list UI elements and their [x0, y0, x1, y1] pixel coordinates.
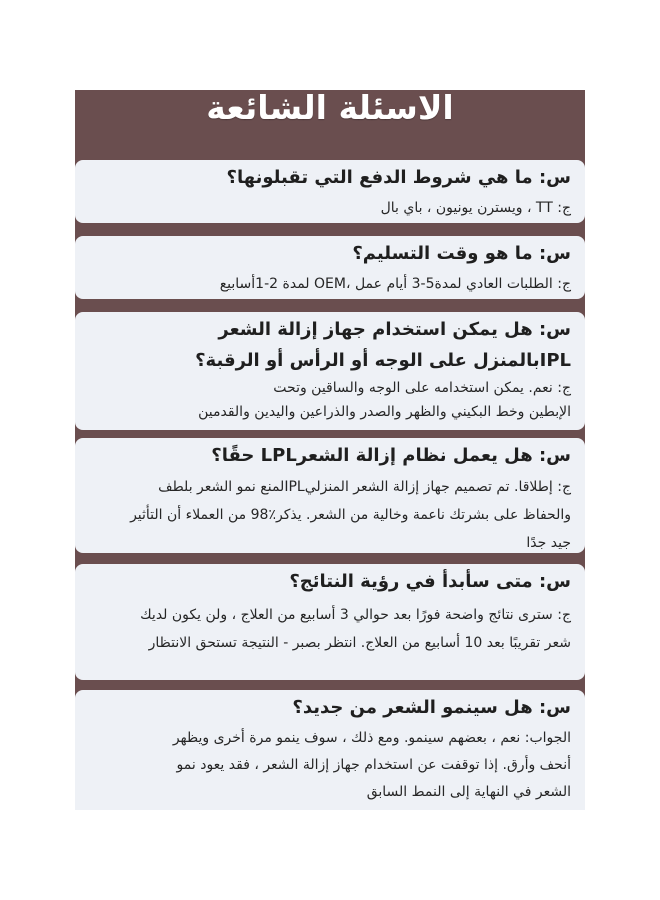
faq-answer-line: ج: TT ، ويسترن يونيون ، باي بال	[380, 200, 571, 216]
faq-answer-line: شعر تقريبًا بعد 10 أسابيع من العلاج. انتظر بصبر - النتيجة تستحق الانتظار	[148, 635, 571, 651]
faq-answer-line: ج: إطلاقا. تم تصميم جهاز إزالة الشعر المنزليIPLلمنع نمو الشعر بلطف	[158, 479, 571, 495]
faq-question: س: ما هو وقت التسليم؟	[352, 243, 571, 264]
faq-answer-line: ج: سترى نتائج واضحة فورًا بعد حوالي 3 أسابيع من العلاج ، ولن يكون لديك	[140, 607, 571, 623]
faq-answer-line: أنحف وأرق. إذا توقفت عن استخدام جهاز إزالة الشعر ، فقد يعود نمو	[176, 757, 571, 773]
faq-answer-line: الشعر في النهاية إلى النمط السابق	[366, 784, 571, 800]
page-title: الاسئلة الشائعة	[206, 90, 454, 127]
faq-panel	[75, 90, 585, 810]
faq-answer-line: ج: نعم. يمكن استخدامه على الوجه والساقين وتحت	[273, 380, 571, 396]
faq-answer-line: جيد جدًا	[526, 535, 571, 551]
faq-answer-line: الإبطين وخط البكيني والظهر والصدر والذراعين واليدين والقدمين	[198, 404, 571, 420]
faq-item-results-timeline	[75, 564, 585, 680]
faq-question: س: ما هي شروط الدفع التي تقبلونها؟	[226, 167, 571, 188]
faq-answer	[89, 376, 571, 424]
faq-answer-line: الجواب: نعم ، بعضهم سينمو. ومع ذلك ، سوف ينمو مرة أخرى ويظهر	[172, 730, 571, 746]
faq-item-delivery-time	[75, 236, 585, 299]
faq-answer-line: ج: الطلبات العادي لمدة5-3 أيام عمل ،OEM لمدة 2-1أسابيع	[219, 276, 571, 292]
faq-question: س: هل سينمو الشعر من جديد؟	[292, 697, 571, 718]
faq-question: س: هل يعمل نظام إزالة الشعرLPL حقًا؟	[211, 445, 571, 466]
faq-item-does-it-work	[75, 438, 585, 553]
faq-answer	[89, 195, 571, 221]
faq-answer-line: والحفاظ على بشرتك ناعمة وخالية من الشعر. يذكر٪98 من العملاء أن التأثير	[130, 507, 571, 523]
faq-answer	[89, 271, 571, 297]
faq-answer	[89, 601, 571, 657]
faq-question: س: متى سأبدأ في رؤية النتائج؟	[289, 571, 571, 592]
faq-answer	[89, 725, 571, 806]
faq-item-payment-terms	[75, 160, 585, 223]
faq-question	[89, 314, 571, 376]
faq-item-usage-areas	[75, 312, 585, 430]
faq-question-line: س: هل يمكن استخدام جهاز إزالة الشعر	[218, 319, 571, 340]
faq-question-line: IPLبالمنزل على الوجه أو الرأس أو الرقبة؟	[195, 350, 571, 371]
faq-answer	[89, 473, 571, 553]
faq-item-regrowth	[75, 690, 585, 810]
